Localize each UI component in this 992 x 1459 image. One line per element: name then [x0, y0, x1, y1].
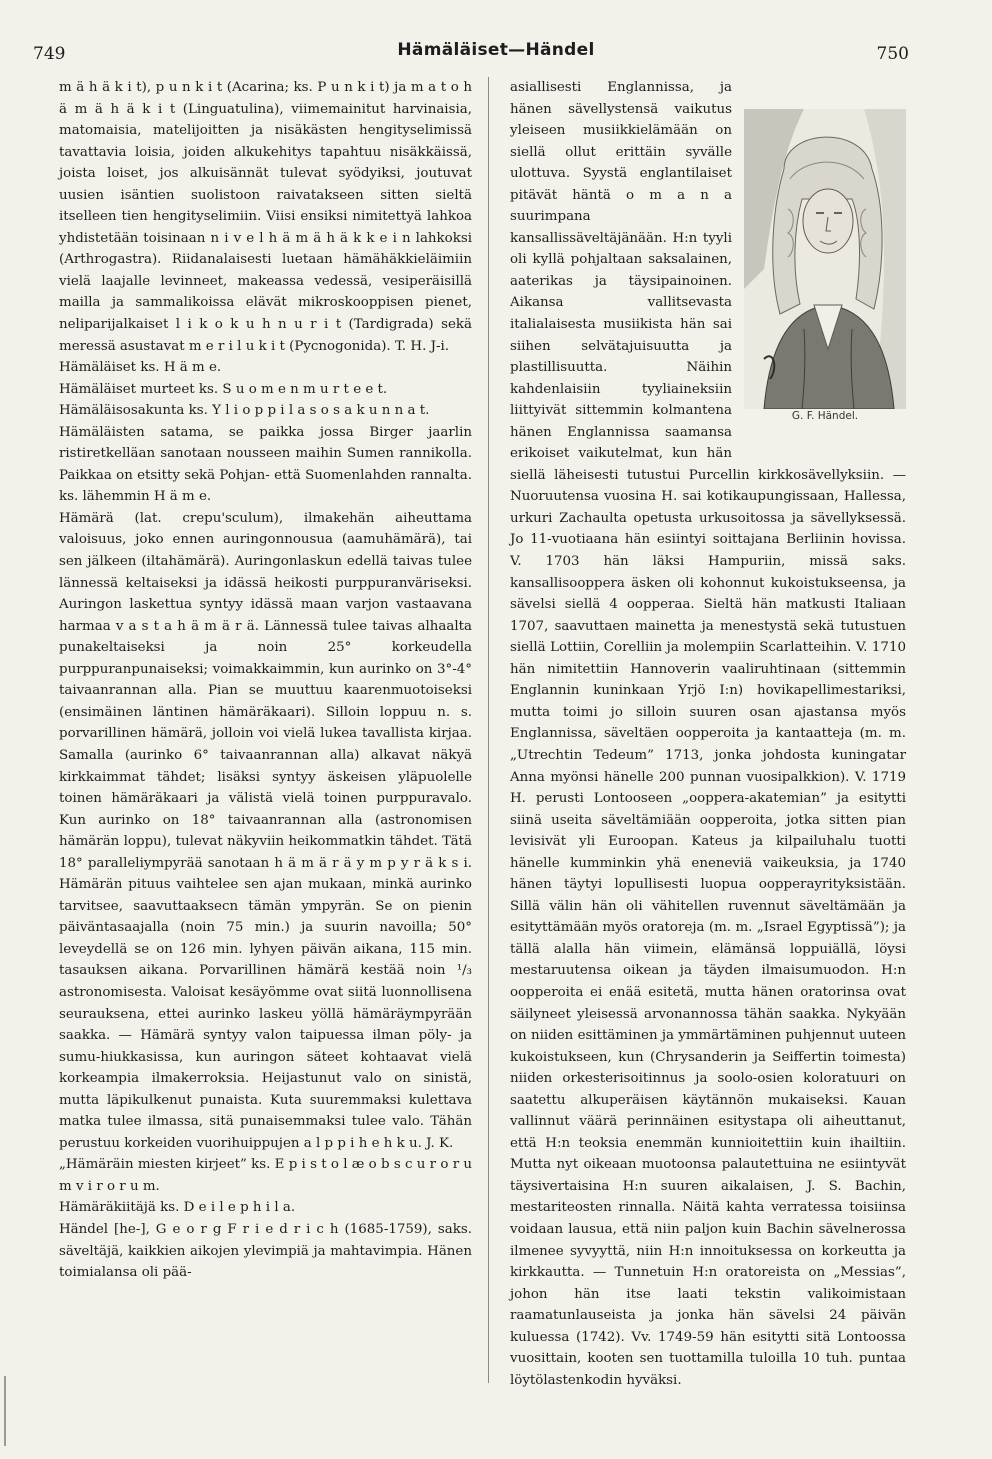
portrait-engraving-icon: [744, 109, 906, 409]
entry-hamahakit-cont: m ä h ä k i t), p u n k i t (Acarina; ks. P u n k i t) ja m a t o h ä m ä h ä k i t (Linguatulina), viimemainitut harvinaisia, matomaisia, matelijoitten ja nisäkästen hengityselimissä tavattavia loisia, joiden alkukehitys tapahtuu nisäkkäissä, joista loiset, jos alkuisännät tulevat syödyiksi, joutuvat uusien isäntien suolistoon raivatakseen sitten sieltä itselleen tien hengityselimiin. Viisi ensiksi nimitettyä lahkoa yhdistetään toisinaan n i v e l h ä m ä h ä k k e i n lahkoksi (Arthrogastra). Riidanalaisesti luetaan hämähäkkieläimiin vielä laajalle levinneet, makeassa vedessä, vesiperäisillä mailla ja sammalikoissa elävät mikroskooppisen pienet, neliparijalkaiset l i k o k u h n u r i t (Tardigrada) sekä meressä asustavat m e r i l u k i t (Pycnogonida). T. H. J-i.: [59, 80, 472, 354]
right-column: [510, 77, 906, 1391]
portrait-caption: G. F. Händel.: [791, 410, 859, 423]
left-column: [59, 77, 472, 1284]
page-title: Hämäläiset—Händel: [397, 40, 595, 60]
entry-hamalaisosakunta: Hämäläisosakunta ks. Y l i o p p i l a s o s a k u n n a t.: [59, 403, 430, 419]
entry-hamarain-miesten-kirjeet: „Hämäräin miesten kirjeet” ks. E p i s t o l æ o b s c u r o r u m v i r o r u m.: [59, 1157, 472, 1194]
entry-hamalaisten-satama: Hämäläisten satama, se paikka jossa Birger jaarlin ristiretkelläan sanotaan nousseen maihin Sumen rannikolla. Paikkaa on etsitty sekä Pohjan- että Suomenlahden rannalta. ks. lähemmin H ä m e.: [59, 424, 472, 505]
entry-hamarakiitaja: Hämäräkiitäjä ks. D e i l e p h i l a.: [59, 1200, 296, 1216]
handel-portrait: [744, 109, 906, 446]
column-divider: [488, 77, 489, 1383]
entry-hamalaiset: Hämäläiset ks. H ä m e.: [59, 360, 222, 376]
page-number-right: 750: [876, 44, 909, 64]
margin-mark: [4, 1376, 6, 1446]
entry-hamalaiset-murteet: Hämäläiset murteet ks. S u o m e n m u r t e e t.: [59, 381, 388, 397]
entry-handel-cont: asiallisesti Englannissa, ja hänen sävellystensä vaikutus yleiseen musiikkielämään on siellä ollut erittäin syvälle ulottuva. Syystä englantilaiset pitävät häntä o m a n a suurimpana kansallissäveltäjänään. H:n tyyli oli kyllä pohjaltaan saksalainen, aaterikas ja täysipainoinen. Aikansa vallitsevasta italialaisesta musiikista hän sai siihen selvätajuisuutta ja plastillisuutta. Näihin kahdenlaisiin tyyliaineksiin liittyivät sittemmin kolmantena hänen Englannissa saamansa erikoiset vaikutelmat, kun hän siellä läheisesti tutustui Purcellin kirkkosävellyksiin. — Nuoruutensa vuosina H. sai kotikaupungissaan, Hallessa, urkuri Zachaulta opetusta urkusoitossa ja sävellyksessä. Jo 11-vuotiaana hän esiintyi soittajana Berliinin hovissa. V. 1703 hän läksi Hampuriin, missä saks. kansallisooppera äsken oli kohonnut kukoistukseensa, ja sävelsi siellä 4 oopperaa. Sieltä hän matkusti Italiaan 1707, saavuttaen mainetta ja menestystä sekä tutustuen siellä Lottiin, Corelliin ja molempiin Scarlatteihin. V. 1710 hän nimitettiin Hannoverin vaaliruhtinaan (sittemmin Englannin kuninkaan Yrjö I:n) hovikapellimestariksi, mutta toimi jo silloin suuren osan ajastansa myös Englannissa, säveltäen oopperoita ja kantaatteja (m. m. „Utrechtin Tedeum” 1713, jonka johdosta kuningatar Anna myönsi hänelle 200 punnan vuosipalkkion). V. 1719 H. perusti Lontooseen „ooppera-akatemian” ja esitytti siinä useita säveltämiään oopperoita, jotka sitten pian levisivät yli Euroopan. Kateus ja kilpailuhalu tuotti hänelle kumminkin yhä eneneviä vaikeuksia, ja 1740 hänen täytyi lopullisesti luopua oopperayrityksistään. Sillä välin hän oli vähitellen ruvennut säveltämään ja esityttämään myös oratoreja (m. m. „Israel Egyptissä”); ja tällä alalla hän viimein, elämänsä loppuiällä, löysi mestaruutensa oikean ja täyden ilmaisumuodon. H:n oopperoita ei enää esitetä, mutta hänen oratorinsa ovat säilyneet yleisessä arvonannossa tähän saakka. Nykyään on niiden esittäminen ja ymmärtäminen puhjennut uuteen kukoistukseen, kun (Chrysanderin ja Seiffertin toimesta) niiden orkesterisoitinnus ja soolo-osien koloratuuri on saatettu alkuperäisen käytännön mukaiseksi. Kauan vallinnut väärä perinnäinen esitystapa oli aiheuttanut, että H:n teoksia enemmän kunnioitettiin kuin ihailtiin. Mutta nyt oikeaan muotoonsa palautettuina ne esiintyvät täysivertaisina H:n suuren aikalaisen, J. S. Bachin, mestariteosten rinnalla. Näitä kahta verratessa toisiinsa voidaan lausua, että niin paljon kuin Bachin sävelnerossa ilmenee syvyyttä, niin H:n innoituksessa on korkeutta ja kirkkautta. — Tunnetuin H:n oratoreista on „Messias”, johon hän itse laati tekstin valikoimistaan raamatunlauseista ja jonka hän sävelsi 24 päivän kuluessa (1742). Vv. 1749-59 hän esitytti sitä Lontoossa vuosittain, kooten sen tuottamilla tuloilla 10 tuh. puntaa löytölastenkodin hyväksi.: [510, 80, 906, 1388]
page-header: [0, 40, 992, 66]
entry-handel-start: Händel [he-], G e o r g F r i e d r i c h (1685-1759), saks. säveltäjä, kaikkien aikojen ylevimpiä ja mahtavimpia. Hänen toimialansa oli pää-: [59, 1221, 472, 1281]
entry-hamara: Hämärä (lat. crepu'sculum), ilmakehän aiheuttama valoisuus, joko ennen auringonnousua (aamuhämärä), tai sen jälkeen (iltahämärä). Auringonlaskun edellä taivas tulee lännessä keltaiseksi ja idässä heikosti purppuranväriseksi. Auringon laskettua syntyy idässä maan varjon vastaavana harmaa v a s t a h ä m ä r ä. Lännessä tulee taivas alhaalta punakeltaiseksi ja noin 25° korkeudella purppuranpunaiseksi; voimakkaimmin, kun aurinko on 3°-4° taivaanrannan alla. Pian se muuttuu kaarenmuotoiseksi (ensimäinen läntinen hämäräkaari). Silloin loppuu n. s. porvarillinen hämärä, jolloin voi vielä lukea tavallista kirjaa. Samalla (aurinko 6° taivaanrannan alla) alkavat näkyä kirkkaimmat tähdet; lisäksi syntyy äskeisen yläpuolelle toinen hämäräkaari ja välistä vielä toinen purppuravalo. Kun aurinko on 18° taivaanrannan alla (astronomisen hämärän loppu), tulevat näkyviin heikommatkin tähdet. Tätä 18° paralleliympyrää sanotaan h ä m ä r ä y m p y r ä k s i. Hämärän pituus vaihtelee sen ajan mukaan, minkä aurinko tarvitsee, saavuttaaksecn tämän ympyrän. Se on pienin päiväntasaajalla (noin 75 min.) ja suurin navoilla; 50° leveydellä se on 126 min. lyhyen päivän aikana, 115 min. tasauksen aikana. Porvarillinen hämärä kestää noin ¹/₃ astronomisesta. Valoisat kesäyömme ovat siitä luonnollisena seurauksena, ettei aurinko laskeu yöllä hämäräympyrään saakka. — Hämärä syntyy valon taipuessa ilman pöly- ja sumu-hiukkasissa, kun auringon säteet kohtaavat vielä korkeampia ilmakerroksia. Heijastunut valo on sinistä, mutta läpikulkenut punaista. Kuta suuremmaksi kulettava matka tulee ilmassa, sitä punaisemmaksi tulee valo. Tähän perustuu korkeiden vuorihuippujen a l p p i h e h k u. J. K.: [59, 510, 472, 1151]
page-number-left: 749: [33, 44, 66, 64]
